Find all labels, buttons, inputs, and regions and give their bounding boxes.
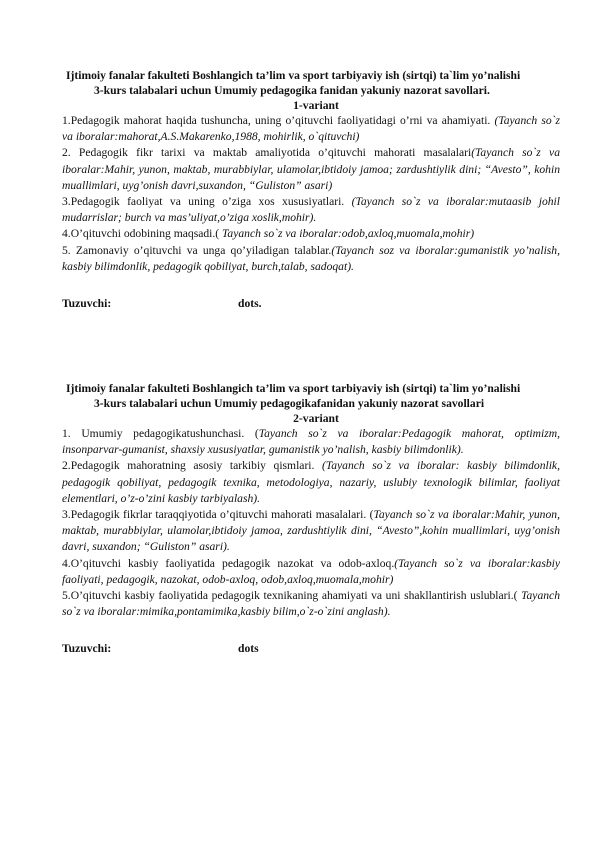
question-keywords: Tayanch so`z va iboralar:Mahir, yunon, maktab, murabbiylar, ulamolar,ibtidoiy jamoa, zardushtiylik dini, “Avesto”,kohin muallimlari, uyg’onish davri, suxandon; “Guliston” asari). [62, 508, 560, 554]
question-item [62, 507, 560, 556]
author-label: Tuzuvchi: [62, 642, 112, 656]
variant-label: 2-variant [293, 412, 339, 425]
question-text: 4.O’qituvchi odobining maqsadi.( [62, 227, 220, 241]
question-item [62, 458, 560, 507]
author-line [62, 297, 560, 310]
question-keywords: (Tayanch so`z va iboralar:mahorat,A.S.Makarenko,1988, mohirlik, o`qituvchi) [62, 114, 560, 144]
variant-2-section [62, 381, 560, 655]
header-faculty-line: Ijtimoiy fanalar fakulteti Boshlangich ta’lim va sport tarbiyaviy ish (sirtqi) ta`lim yo’nalishi [66, 382, 521, 395]
question-list [62, 113, 560, 275]
author-title: dots. [238, 297, 262, 311]
question-item [62, 226, 560, 242]
question-text: 3.Pedagogik faoliyat va uning o’ziga xos xususiyatlari. [62, 195, 345, 209]
variant-label: 1-variant [293, 99, 339, 112]
question-text: 1.Pedagogik mahorat haqida tushuncha, uning o’qituvchi faoliyatidagi o’rni va ahamiyati. [62, 114, 491, 127]
variant-1-section [62, 68, 560, 310]
question-text: 5. Zamonaviy o’qituvchi va unga qo’yiladigan talablar. [62, 243, 332, 257]
question-text: 2. Pedagogik fikr tarixi va maktab amaliyotida o’qituvchi mahorati masalalari [62, 146, 472, 160]
question-text: 1. Umumiy pedagogikatushunchasi. ( [62, 427, 259, 440]
question-text: 2.Pedagogik mahoratning asosiy tarkibiy qismlari. [62, 459, 315, 473]
header-faculty-line: Ijtimoiy fanalar fakulteti Boshlangich ta’lim va sport tarbiyaviy ish (sirtqi) ta`lim yo’nalishi [66, 69, 521, 82]
author-title: dots [238, 642, 259, 656]
question-keywords: Tayanch so`z va iboralar:Pedagogik mahorat, optimizm, insonparvar-gumanist, shaxsiy xususiyatlar, gumanistik yo’nalish, kasbiy bilimdonlik). [62, 427, 560, 457]
question-item [62, 556, 560, 588]
question-keywords: (Tayanch so`z va iboralar:Mahir, yunon, maktab, murabbiylar, ulamolar,ibtidoiy jamoa; zardushtiylik dini; “Avesto”, kohin muallimlari, uyg’onish davri,suxandon, “Guliston” asari) [62, 146, 560, 192]
question-item [62, 113, 560, 145]
question-item [62, 426, 560, 458]
question-keywords: (Tayanch so`z va iboralar:kasbiy faoliyati, pedagogik, nazokat, odob-axloq, odob,axloq,muomala,mohir) [62, 556, 560, 586]
question-keywords: (Tayanch so`z va iboralar:mutaasib johil mudarrislar; burch va mas’uliyat,o’ziga xoslik,mohir). [62, 195, 560, 225]
question-item [62, 243, 560, 275]
question-item [62, 145, 560, 194]
question-keywords: (Tayanch soz va iboralar:gumanistik yo’nalish, kasbiy bilimdonlik, pedagogik qobiliyat, burch,talab, sadoqat). [62, 243, 560, 273]
question-keywords: Tayanch so`z va iboralar:mimika,pontamimika,kasbiy bilim,o`z-o`zini anglash). [62, 589, 560, 619]
author-line [62, 642, 560, 655]
question-text: 4.O’qituvchi kasbiy faoliyatida pedagogik nazokat va odob-axloq. [62, 556, 395, 570]
question-text: 3.Pedagogik fikrlar taraqqiyotida o’qituvchi mahorati masalalari. ( [62, 508, 374, 522]
author-label: Tuzuvchi: [62, 297, 112, 311]
question-keywords: (Tayanch so`z va iboralar: kasbiy bilimdonlik, pedagogik qobiliyat, pedagogik texnika, metodologiya, nazariy, uslubiy texnologik bilimlar, faoliyat elementlari, o’z-o’zini kasbiy tarbiyalash). [62, 459, 560, 505]
question-item [62, 194, 560, 226]
header-course-line: 3-kurs talabalari uchun Umumiy pedagogika fanidan yakuniy nazorat savollari. [94, 84, 490, 97]
header-course-line: 3-kurs talabalari uchun Umumiy pedagogikafanidan yakuniy nazorat savollari [94, 397, 485, 410]
question-keywords: Tayanch so`z va iboralar:odob,axloq,muomala,mohir) [222, 227, 475, 241]
question-list [62, 426, 560, 620]
question-item [62, 588, 560, 620]
question-text: 5.O’qituvchi kasbiy faoliyatida pedagogik texnikaning ahamiyati va uni shakllantirish uslublari.( [62, 589, 518, 603]
